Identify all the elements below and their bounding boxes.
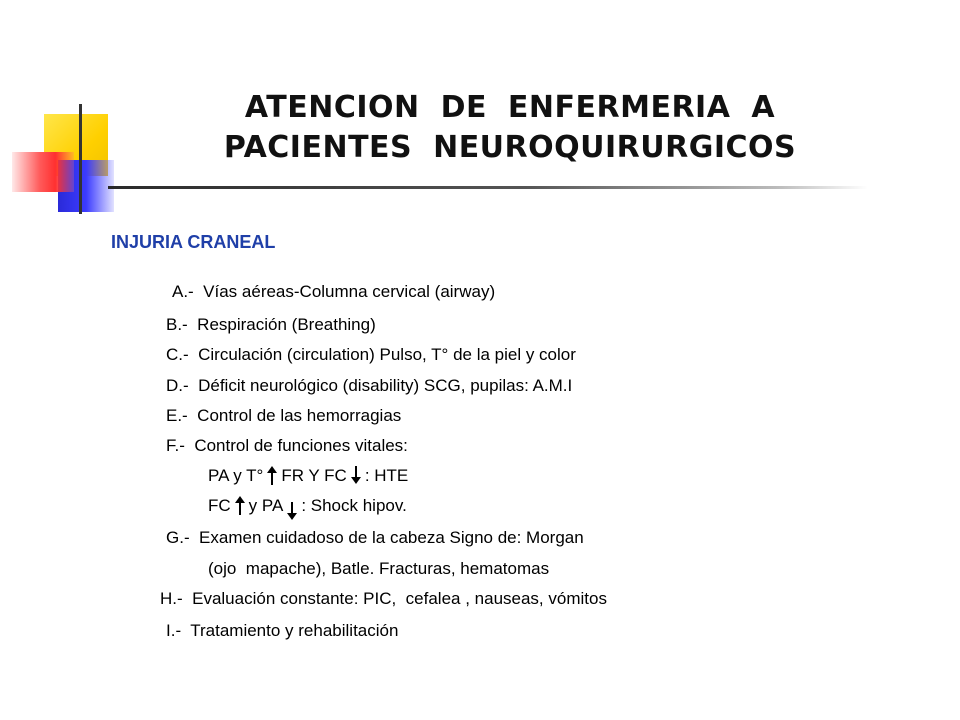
f-sub2-text-3: : Shock hipov.: [301, 496, 407, 515]
list-item-b: B.- Respiración (Breathing): [166, 315, 376, 334]
list-item-g-continued: (ojo mapache), Batle. Fracturas, hematomas: [208, 559, 550, 578]
down-arrow-icon: [287, 502, 297, 520]
list-item-f-sub1: [208, 466, 408, 486]
list-item-g: G.- Examen cuidadoso de la cabeza Signo de: Morgan: [166, 528, 584, 547]
list-item-d: D.- Déficit neurológico (disability) SCG, pupilas: A.M.I: [166, 376, 573, 395]
slide-title-line-2: PACIENTES NEUROQUIRURGICOS: [223, 130, 797, 165]
section-heading: INJURIA CRANEAL: [111, 232, 276, 252]
slide-title: [160, 88, 860, 168]
list-item-f-sub2: [208, 496, 407, 520]
title-underline: [108, 186, 868, 189]
up-arrow-icon: [267, 466, 277, 484]
up-arrow-icon: [235, 496, 245, 514]
list-item-h: H.- Evaluación constante: PIC, cefalea , nauseas, vómitos: [160, 589, 607, 608]
down-arrow-icon: [351, 466, 361, 484]
list-item-i: I.- Tratamiento y rehabilitación: [166, 621, 399, 640]
slide-title-line-1: ATENCION DE ENFERMERIA A: [244, 90, 776, 125]
f-sub1-text-1: PA y T°: [208, 466, 264, 485]
logo-vertical-line: [79, 104, 82, 214]
logo-red-square: [12, 152, 74, 192]
f-sub2-text-2: y PA: [248, 496, 284, 515]
f-sub2-text-1: FC: [208, 496, 231, 515]
list-item-f: F.- Control de funciones vitales:: [166, 436, 408, 455]
f-sub1-text-2: FR Y FC: [281, 466, 347, 485]
f-sub1-text-3: : HTE: [364, 466, 409, 485]
list-item-e: E.- Control de las hemorragias: [166, 406, 402, 425]
list-item-c: C.- Circulación (circulation) Pulso, T° de la piel y color: [166, 345, 576, 364]
list-item-a: A.- Vías aéreas-Columna cervical (airway): [172, 282, 496, 301]
